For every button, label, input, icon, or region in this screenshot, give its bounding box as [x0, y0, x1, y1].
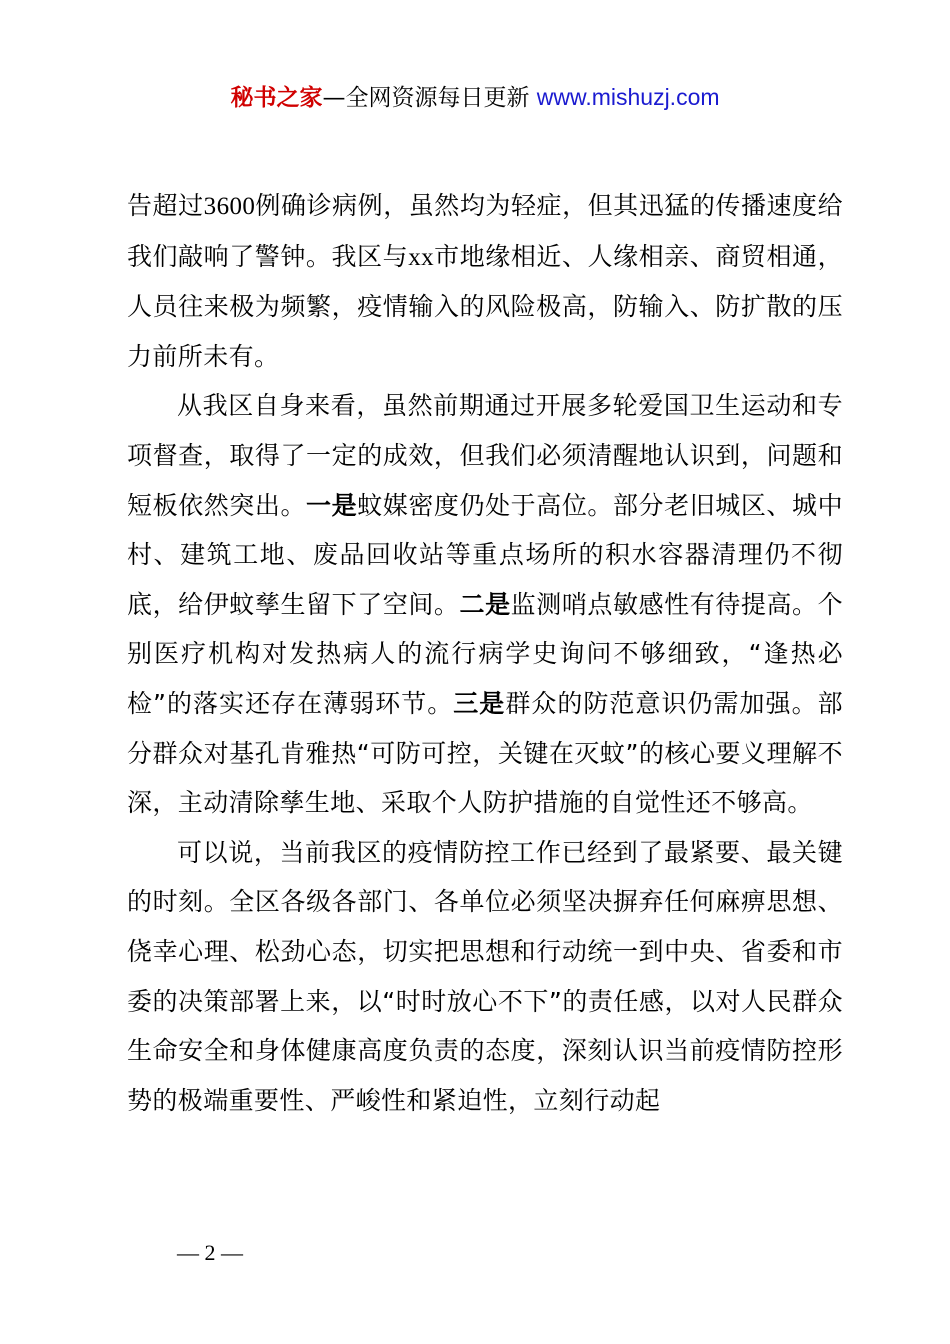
site-url-link[interactable]: www.mishuzj.com [536, 84, 720, 110]
page-number: — 2 — [177, 1240, 243, 1265]
case-count: 3600 [203, 193, 256, 220]
paragraph-2-text-c: 监测哨点敏感性有待提高。个别医疗机构对发热病人的流行病学史询问不够细致，“逢热必检”的落实还存在薄弱环节。 [127, 589, 843, 718]
paragraph-2 [127, 381, 843, 827]
point-one-label: 一是 [306, 490, 358, 520]
paragraph-3 [127, 828, 843, 1126]
paragraph-1-text-b: 例确诊病例，虽然均为轻症，但其迅猛的传播速度给我们敲响了警钟。我区与 [127, 191, 844, 271]
document-body [127, 181, 843, 1125]
city-placeholder: xx [408, 243, 434, 271]
point-three-label: 三是 [453, 688, 506, 718]
paragraph-1-text-c: 市地缘相近、人缘相亲、商贸相通，人员往来极为频繁，疫情输入的风险极高，防输入、防扩散的压力前所未有。 [127, 241, 843, 371]
brand-name: 秘书之家 [230, 85, 323, 111]
paragraph-3-text: 可以说，当前我区的疫情防控工作已经到了最紧要、最关键的时刻。全区各级各部门、各单位必须坚决摒弃任何麻痹思想、侥幸心理、松劲心态，切实把思想和行动统一到中央、省委和市委的决策部署上来，以“时时放心不下”的责任感，以对人民群众生命安全和身体健康高度负责的态度，深刻认识当前疫情防控形势的极端重要性、严峻性和紧迫性，立刻行动起 [127, 837, 843, 1115]
paragraph-2-text-a: 从我区自身来看，虽然前期通过开展多轮爱国卫生运动和专项督查，取得了一定的成效，但我们必须清醒地认识到，问题和短板依然突出。 [127, 391, 843, 520]
site-banner [0, 80, 950, 115]
paragraph-2-text-b: 蚊媒密度仍处于高位。部分老旧城区、城中村、建筑工地、废品回收站等重点场所的积水容器清理仍不彻底，给伊蚊孳生留下了空间。 [127, 490, 843, 619]
paragraph-1 [127, 181, 843, 381]
paragraph-1-text-a: 告超过 [127, 191, 204, 220]
point-two-label: 二是 [459, 589, 511, 619]
banner-tagline: —全网资源每日更新 [322, 85, 530, 111]
paragraph-2-text-d: 群众的防范意识仍需加强。部分群众对基孔肯雅热“可防可控，关键在灭蚊”的核心要义理解不深，主动清除孳生地、采取个人防护措施的自觉性还不够高。 [127, 688, 843, 818]
